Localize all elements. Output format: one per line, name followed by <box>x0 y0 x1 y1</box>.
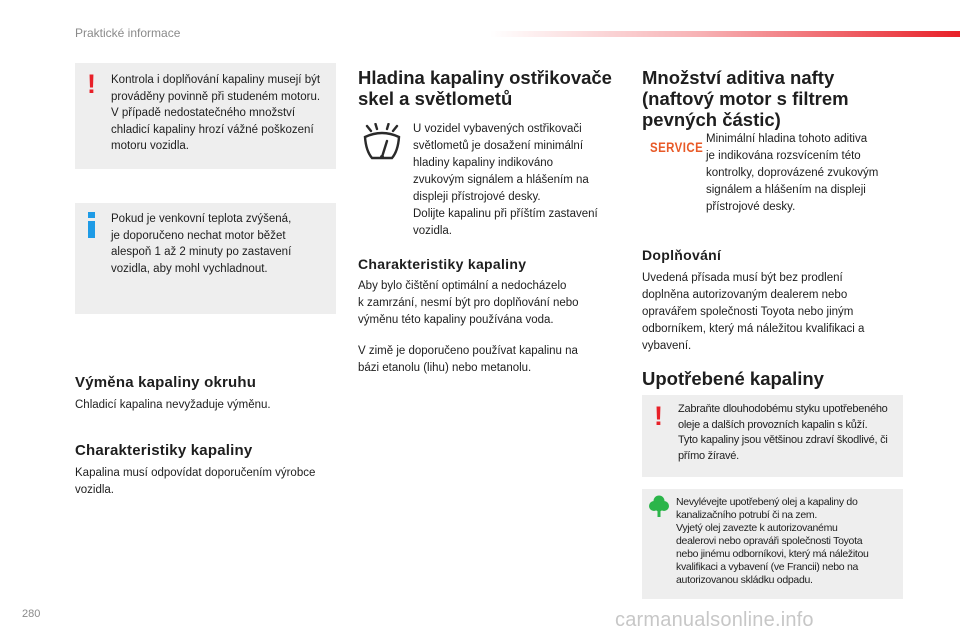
washer-specs-heading: Charakteristiky kapaliny <box>358 256 527 272</box>
coolant-specs-heading: Charakteristiky kapaliny <box>75 442 253 459</box>
washer-winter-text: V zimě je doporučeno používat kapalinu na bázi etanolu (lihu) nebo metanolu. <box>358 345 578 374</box>
used-fluids-warning-text: Zabraňte dlouhodobému styku upotřebeného oleje a dalších provozních kapalin s kůží. Tyto kapaliny jsou většinou zdraví škodlivé, či přímo žíravé. <box>678 403 888 462</box>
used-fluids-eco-note <box>642 489 903 599</box>
coolant-change-text: Chladicí kapalina nevyžaduje výměnu. <box>75 399 271 411</box>
refill-heading: Doplňování <box>642 247 722 263</box>
page-number: 280 <box>22 608 41 620</box>
coolant-warning-note <box>75 63 336 169</box>
header-accent-bar <box>490 31 960 37</box>
eco-tree-icon <box>649 495 669 517</box>
used-fluids-heading: Upotřebené kapaliny <box>642 368 824 389</box>
refill-text: Uvedená přísada musí být bez prodlení doplněna autorizovaným dealerem nebo opravářem společnosti Toyota nebo jiným odborníkem, který má náležitou kvalifikaci a vybavení. <box>642 272 865 352</box>
coolant-change-heading: Výměna kapaliny okruhu <box>75 374 257 391</box>
used-fluids-warning-note <box>642 395 903 477</box>
watermark: carmanualsonline.info <box>615 609 814 631</box>
diesel-additive-heading: Množství aditiva nafty (naftový motor s filtrem pevných částic) <box>642 67 849 130</box>
diesel-additive-text: Minimální hladina tohoto aditiva je indikována rozsvícením této kontrolky, doprovázené zvukovým signálem a hlášením na displeji přístrojové desky. <box>706 133 879 213</box>
page-section-title: Praktické informace <box>75 26 181 40</box>
cooldown-info-text: Pokud je venkovní teplota zvýšená, je doporučeno nechat motor běžet alespoň 1 až 2 minuty po zastavení vozidla, aby mohl vychladnout. <box>111 213 292 275</box>
coolant-specs-text: Kapalina musí odpovídat doporučením výrobce vozidla. <box>75 467 316 496</box>
service-warning-icon: SERVICE <box>650 140 704 155</box>
washer-fluid-heading: Hladina kapaliny ostřikovače skel a světlometů <box>358 67 612 109</box>
coolant-warning-text: Kontrola i doplňování kapaliny musejí být prováděny povinně při studeném motoru. V případě nedostatečného množství chladicí kapaliny hrozí vážné poškození motoru vozidla. <box>111 74 321 152</box>
used-fluids-eco-text: Nevylévejte upotřebený olej a kapaliny do kanalizačního potrubí či na zem. Vyjetý olej zavezte k autorizovanému dealerovi nebo opraváři společnosti Toyota nebo jinému odborníkovi, který má náležitou kvalifikaci a vybavení (ve Francii) nebo na autorizovanou skládku odpadu. <box>676 496 869 586</box>
warning-icon: ! <box>87 69 96 99</box>
warning-icon: ! <box>654 401 663 431</box>
washer-specs-text: Aby bylo čištění optimální a nedocházelo k zamrzání, nesmí být pro doplňování nebo výměnu této kapaliny používána voda. <box>358 280 579 326</box>
info-icon <box>87 212 96 238</box>
windscreen-washer-icon <box>362 123 402 161</box>
cooldown-info-note <box>75 203 336 314</box>
washer-fluid-text: U vozidel vybavených ostřikovači světlometů je dosažení minimální hladiny kapaliny indikováno zvukovým signálem a hlášením na displeji přístrojové desky. Dolijte kapalinu při příštím zastavení vozidla. <box>413 123 598 237</box>
